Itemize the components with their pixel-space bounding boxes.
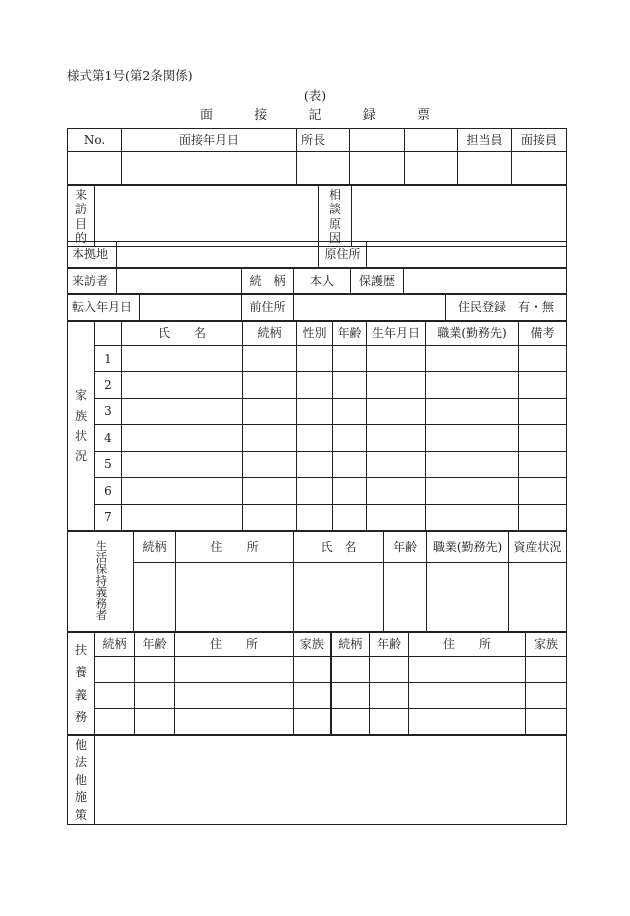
age-field[interactable] — [333, 425, 367, 451]
movein-date-field[interactable] — [140, 295, 242, 321]
name-field[interactable] — [122, 425, 243, 451]
visitor-field[interactable] — [117, 269, 242, 294]
birth-date-field[interactable] — [367, 346, 426, 372]
visitor-row — [67, 268, 566, 294]
label-char: 養 — [74, 665, 87, 680]
director-header: 所長 — [297, 129, 350, 152]
family-status-label — [68, 322, 95, 531]
other-measures-block — [67, 735, 566, 825]
relation-field[interactable] — [331, 682, 370, 708]
table-row — [68, 425, 567, 451]
seal-field[interactable] — [350, 152, 405, 185]
visit-purpose-field[interactable] — [95, 186, 319, 247]
previous-address-field[interactable] — [294, 295, 446, 321]
label-char: 況 — [74, 449, 87, 464]
address-field[interactable] — [409, 657, 526, 683]
occupation-field[interactable] — [426, 372, 519, 398]
age-field[interactable] — [333, 451, 367, 477]
address-field[interactable] — [175, 682, 294, 708]
name-field[interactable] — [122, 346, 243, 372]
birth-date-field[interactable] — [367, 372, 426, 398]
support-obligor-label — [68, 532, 134, 632]
family-field[interactable] — [294, 708, 331, 734]
table-row — [68, 398, 567, 424]
base-field[interactable] — [117, 242, 319, 268]
obligor-age-header: 年齢 — [384, 532, 427, 563]
label-char: 他 — [74, 738, 87, 752]
row-number: 3 — [95, 398, 122, 424]
age-field[interactable] — [333, 398, 367, 424]
obligor-address-field[interactable] — [176, 563, 294, 632]
address-field[interactable] — [409, 682, 526, 708]
obligor-occupation-field[interactable] — [427, 563, 509, 632]
address-field[interactable] — [409, 708, 526, 734]
row-number: 6 — [95, 478, 122, 504]
previous-address-label: 前住所 — [242, 295, 294, 321]
label-char: 族 — [74, 408, 87, 423]
notes-field[interactable] — [519, 372, 567, 398]
family-field[interactable] — [526, 708, 567, 734]
occupation-field[interactable] — [426, 425, 519, 451]
title-char: 面 — [200, 108, 214, 123]
visitor-label: 来訪者 — [68, 269, 117, 294]
age-field[interactable] — [333, 372, 367, 398]
maintenance-obligation-block — [67, 632, 566, 735]
family-status-block — [67, 321, 566, 531]
relation-header: 続柄 — [95, 633, 135, 657]
label-char: 施 — [74, 790, 87, 805]
notes-field[interactable] — [519, 478, 567, 504]
movein-date-label: 転入年月日 — [68, 295, 140, 321]
sex-field[interactable] — [297, 425, 333, 451]
interviewer-seal-field[interactable] — [512, 152, 567, 185]
relation-field[interactable] — [243, 398, 297, 424]
occupation-header: 職業(勤務先) — [426, 322, 519, 346]
obligor-relation-header: 続柄 — [134, 532, 176, 563]
label-char: 義 — [74, 687, 87, 702]
relation-field[interactable] — [95, 657, 135, 683]
no-header: No. — [68, 129, 122, 152]
base-label: 本拠地 — [68, 242, 117, 268]
family-header: 家族 — [526, 633, 567, 657]
label-char: 来 — [74, 188, 87, 202]
label-char: 扶 — [74, 642, 87, 657]
interview-record-form — [67, 128, 566, 825]
resident-registry-label: 住民登録 有・無 — [446, 295, 567, 321]
family-field[interactable] — [294, 682, 331, 708]
title-char: 記 — [308, 108, 322, 123]
notes-header: 備考 — [519, 322, 567, 346]
label-char: 策 — [74, 807, 87, 822]
obligor-relation-field[interactable] — [134, 563, 176, 632]
sex-field[interactable] — [297, 451, 333, 477]
relation-field[interactable] — [243, 504, 297, 530]
sex-field[interactable] — [297, 504, 333, 530]
relation-field[interactable] — [243, 372, 297, 398]
address-header: 住 所 — [175, 633, 294, 657]
table-row — [68, 682, 567, 708]
obligor-age-field[interactable] — [384, 563, 427, 632]
visit-purpose-block — [67, 185, 566, 246]
row-number: 4 — [95, 425, 122, 451]
name-field[interactable] — [122, 372, 243, 398]
relation-field[interactable] — [243, 346, 297, 372]
family-field[interactable] — [526, 682, 567, 708]
age-field[interactable] — [370, 682, 409, 708]
age-field[interactable] — [370, 657, 409, 683]
self-label: 本人 — [294, 269, 351, 294]
header-block — [67, 128, 566, 185]
director-seal-field[interactable] — [297, 152, 350, 185]
relation-field[interactable] — [95, 708, 135, 734]
relation-header: 続柄 — [331, 633, 370, 657]
birth-date-field[interactable] — [367, 451, 426, 477]
table-row — [68, 657, 567, 683]
address-field[interactable] — [175, 657, 294, 683]
label-char: 家 — [74, 388, 87, 403]
relation-field[interactable] — [331, 708, 370, 734]
maintenance-obligation-label — [68, 633, 95, 735]
age-field[interactable] — [135, 657, 175, 683]
age-field[interactable] — [333, 478, 367, 504]
notes-field[interactable] — [519, 346, 567, 372]
table-row — [68, 504, 567, 530]
age-header: 年齢 — [370, 633, 409, 657]
table-row — [68, 372, 567, 398]
row-number-header — [95, 322, 122, 346]
notes-field[interactable] — [519, 425, 567, 451]
notes-field[interactable] — [519, 451, 567, 477]
relation-field[interactable] — [243, 451, 297, 477]
relation-field[interactable] — [95, 682, 135, 708]
birth-date-field[interactable] — [367, 478, 426, 504]
name-field[interactable] — [122, 398, 243, 424]
occupation-field[interactable] — [426, 451, 519, 477]
staff-header: 担当員 — [458, 129, 512, 152]
label-char: 談 — [328, 202, 341, 217]
birth-date-field[interactable] — [367, 504, 426, 530]
sex-field[interactable] — [297, 372, 333, 398]
form-reference: 様式第1号(第2条関係) — [67, 68, 193, 83]
label-char: 状 — [74, 429, 87, 443]
support-obligor-block — [67, 531, 566, 632]
age-field[interactable] — [370, 708, 409, 734]
original-address-field[interactable] — [367, 242, 567, 268]
birth-date-header: 生年月日 — [367, 322, 426, 346]
consult-cause-field[interactable] — [352, 186, 567, 247]
interview-date-field[interactable] — [122, 152, 297, 185]
support-obligor-text: 生活保持義務者 — [94, 539, 109, 621]
relation-field[interactable] — [243, 478, 297, 504]
other-measures-label — [68, 736, 95, 825]
relation-field[interactable] — [331, 657, 370, 683]
form-title — [200, 104, 430, 123]
table-row — [68, 346, 567, 372]
obligor-assets-field[interactable] — [509, 563, 567, 632]
visit-purpose-label — [68, 186, 95, 247]
family-field[interactable] — [526, 657, 567, 683]
table-row — [68, 478, 567, 504]
original-address-label: 原住所 — [319, 242, 367, 268]
title-char: 録 — [362, 108, 376, 123]
table-row — [68, 451, 567, 477]
title-char: 接 — [254, 108, 268, 123]
name-header: 氏 名 — [122, 322, 243, 346]
name-field[interactable] — [122, 504, 243, 530]
occupation-field[interactable] — [426, 504, 519, 530]
relation-field[interactable] — [243, 425, 297, 451]
family-field[interactable] — [294, 657, 331, 683]
label-char: 目 — [74, 216, 87, 231]
age-header: 年齢 — [135, 633, 175, 657]
interviewer-header: 面接員 — [512, 129, 567, 152]
other-measures-field[interactable] — [95, 736, 567, 825]
label-char: 原 — [328, 216, 341, 231]
notes-field[interactable] — [519, 504, 567, 530]
age-field[interactable] — [135, 708, 175, 734]
seal-field[interactable] — [405, 152, 458, 185]
obligor-name-header: 氏 名 — [294, 532, 384, 563]
notes-field[interactable] — [519, 398, 567, 424]
protection-history-field[interactable] — [404, 269, 567, 294]
label-char: 法 — [74, 755, 87, 770]
birth-date-field[interactable] — [367, 425, 426, 451]
interview-date-header: 面接年月日 — [122, 129, 297, 152]
row-number: 5 — [95, 451, 122, 477]
title-char: 票 — [416, 108, 430, 123]
consult-cause-label — [319, 186, 352, 247]
relation-label: 続 柄 — [242, 269, 294, 294]
sex-field[interactable] — [297, 346, 333, 372]
staff-seal-field[interactable] — [458, 152, 512, 185]
sex-field[interactable] — [297, 398, 333, 424]
protection-history-label: 保護歴 — [351, 269, 404, 294]
obligor-occupation-header: 職業(勤務先) — [427, 532, 509, 563]
label-char: 務 — [74, 709, 87, 724]
label-char: 因 — [328, 231, 341, 246]
age-field[interactable] — [333, 346, 367, 372]
blank-header-cell — [405, 129, 458, 152]
relation-header: 続柄 — [243, 322, 297, 346]
address-field[interactable] — [175, 708, 294, 734]
no-field[interactable] — [68, 152, 122, 185]
obligor-address-header: 住 所 — [176, 532, 294, 563]
address-header: 住 所 — [409, 633, 526, 657]
residence-row — [67, 241, 566, 268]
occupation-field[interactable] — [426, 346, 519, 372]
table-row — [68, 708, 567, 734]
side-label: (表) — [303, 88, 327, 103]
obligor-name-field[interactable] — [294, 563, 384, 632]
sex-field[interactable] — [297, 478, 333, 504]
row-number: 2 — [95, 372, 122, 398]
birth-date-field[interactable] — [367, 398, 426, 424]
age-header: 年齢 — [333, 322, 367, 346]
row-number: 7 — [95, 504, 122, 530]
label-char: 相 — [328, 188, 341, 202]
sex-header: 性別 — [297, 322, 333, 346]
name-field[interactable] — [122, 451, 243, 477]
row-number: 1 — [95, 346, 122, 372]
obligor-assets-header: 資産状況 — [509, 532, 567, 563]
label-char: 的 — [74, 231, 87, 246]
label-char: 訪 — [74, 202, 87, 217]
blank-header-cell — [350, 129, 405, 152]
occupation-field[interactable] — [426, 478, 519, 504]
label-char: 他 — [74, 772, 87, 787]
movein-row — [67, 294, 566, 321]
age-field[interactable] — [333, 504, 367, 530]
age-field[interactable] — [135, 682, 175, 708]
occupation-field[interactable] — [426, 398, 519, 424]
family-header: 家族 — [294, 633, 331, 657]
name-field[interactable] — [122, 478, 243, 504]
